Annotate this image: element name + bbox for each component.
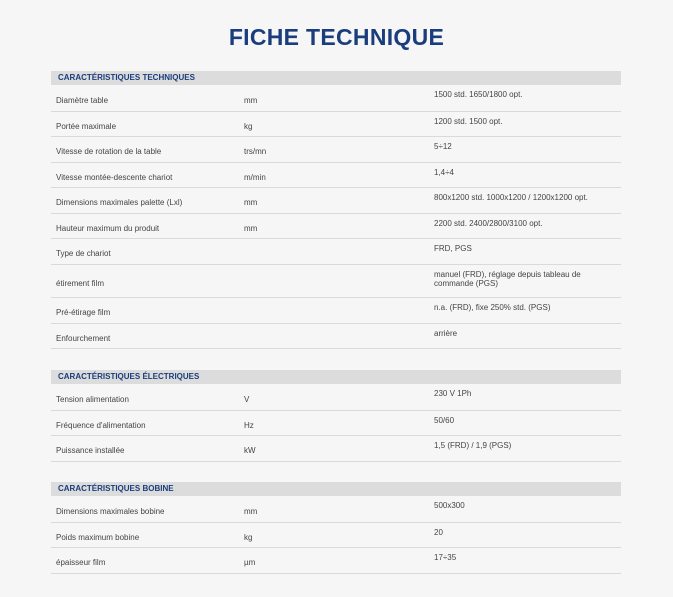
spec-unit: trs/mn [244, 147, 267, 156]
table-row [51, 213, 621, 238]
spec-unit: m/min [244, 172, 266, 182]
spec-value: 17÷35 [434, 547, 621, 573]
spec-value: 50/60 [434, 410, 621, 435]
spec-label: Portée maximale [56, 121, 117, 131]
spec-value: 1,4÷4 [434, 162, 621, 187]
spec-label: Dimensions maximales bobine [56, 506, 165, 516]
spec-label: Pré-étirage film [56, 308, 111, 317]
spec-value: 1500 std. 1650/1800 opt. [434, 85, 621, 111]
spec-value: 800x1200 std. 1000x1200 / 1200x1200 opt. [434, 187, 621, 213]
spec-value: n.a. (FRD), fixe 250% std. (PGS) [434, 297, 621, 323]
spec-label: Hauteur maximum du produit [56, 223, 160, 233]
spec-unit: kW [244, 446, 256, 455]
table-row [51, 85, 621, 111]
spec-label: Puissance installée [56, 446, 125, 455]
spec-table [51, 85, 621, 349]
table-row [51, 547, 621, 573]
section-electrical [51, 370, 621, 462]
table-row [51, 522, 621, 547]
section-heading: CARACTÉRISTIQUES TECHNIQUES [51, 71, 621, 85]
spec-unit: V [244, 394, 250, 404]
table-row [51, 187, 621, 213]
spec-label: Vitesse de rotation de la table [56, 147, 162, 156]
spec-label: Vitesse montée-descente chariot [56, 172, 173, 182]
spec-label: Type de chariot [56, 249, 111, 258]
spec-unit: kg [244, 532, 253, 542]
spec-value: 2200 std. 2400/2800/3100 opt. [434, 213, 621, 238]
spec-unit: mm [244, 198, 258, 207]
spec-table [51, 496, 621, 574]
spec-label: Enfourchement [56, 333, 111, 343]
spec-value: FRD, PGS [434, 238, 621, 264]
spec-unit: mm [244, 506, 258, 516]
spec-unit: Hz [244, 420, 254, 430]
section-heading: CARACTÉRISTIQUES BOBINE [51, 482, 621, 496]
spec-label: étirement film [56, 278, 105, 288]
spec-label: Dimensions maximales palette (Lxl) [56, 198, 183, 207]
spec-unit: mm [244, 223, 258, 233]
section-technical [51, 71, 621, 349]
table-row [51, 435, 621, 461]
table-row [51, 136, 621, 162]
table-row [51, 410, 621, 435]
spec-unit: kg [244, 121, 253, 131]
spec-label: Diamètre table [56, 95, 109, 105]
spec-value: 5÷12 [434, 136, 621, 162]
section-heading: CARACTÉRISTIQUES ÉLECTRIQUES [51, 370, 621, 384]
spec-value: 230 V 1Ph [434, 384, 621, 410]
spec-value: 20 [434, 522, 621, 547]
spec-label: Poids maximum bobine [56, 532, 140, 542]
spec-value: manuel (FRD), réglage depuis tableau de commande (PGS) [434, 264, 621, 297]
page-title: FICHE TECHNIQUE [228, 24, 445, 50]
table-row [51, 111, 621, 136]
spec-unit: mm [244, 95, 258, 105]
table-row [51, 323, 621, 348]
spec-value: 500x300 [434, 496, 621, 522]
spec-label: épaisseur film [56, 558, 106, 567]
spec-table [51, 384, 621, 462]
spec-unit: µm [244, 558, 256, 567]
spec-label: Fréquence d'alimentation [56, 420, 146, 430]
table-row [51, 264, 621, 297]
section-coil [51, 482, 621, 574]
table-row [51, 162, 621, 187]
spec-value: 1200 std. 1500 opt. [434, 111, 621, 136]
table-row [51, 384, 621, 410]
table-row [51, 238, 621, 264]
table-row [51, 496, 621, 522]
spec-value: arrière [434, 323, 621, 348]
spec-value: 1,5 (FRD) / 1,9 (PGS) [434, 435, 621, 461]
table-row [51, 297, 621, 323]
spec-label: Tension alimentation [56, 394, 129, 404]
